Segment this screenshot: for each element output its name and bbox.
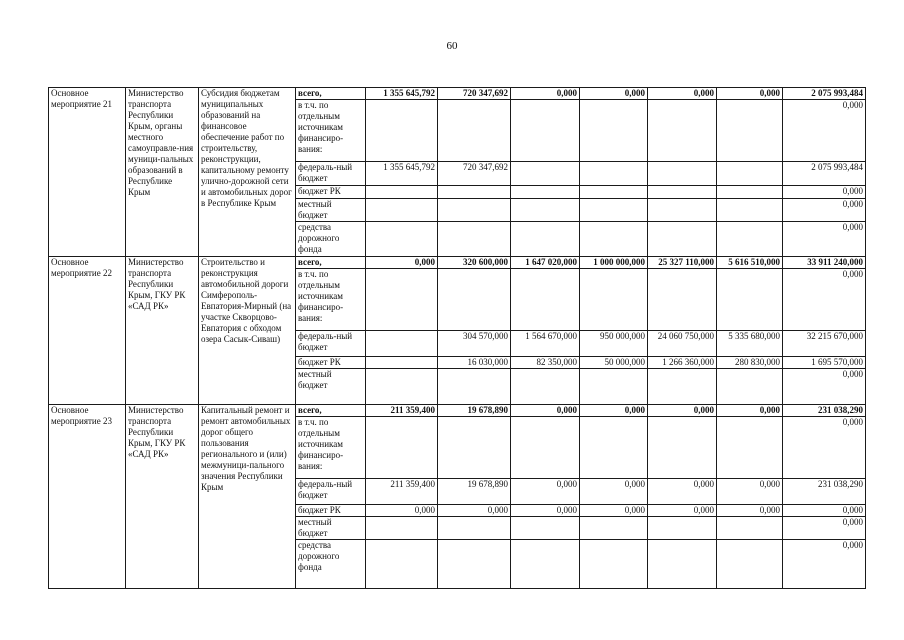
amount-cell (648, 540, 717, 589)
description-cell: Строительство и реконструкция автомобильной дороги Симферополь-Евпатория-Мирный (на участке Скворцово-Евпатория с обходом озера Сасык-Сиваш) (199, 257, 296, 405)
funding-source-cell: местный бюджет (296, 199, 366, 222)
executor-cell: Министерство транспорта Республики Крым, ГКУ РК «САД РК» (126, 257, 199, 405)
funding-source-cell: всего, (296, 88, 366, 100)
amount-cell: 24 060 750,000 (648, 331, 717, 357)
activity-name-cell: Основное мероприятие 23 (49, 405, 126, 589)
amount-cell: 5 616 510,000 (717, 257, 783, 269)
amount-cell: 0,000 (438, 505, 511, 517)
funding-source-cell: местный бюджет (296, 369, 366, 405)
total-amount-cell: 0,000 (783, 222, 866, 257)
amount-cell: 1 266 360,000 (648, 357, 717, 369)
amount-cell (438, 540, 511, 589)
amount-cell (366, 222, 438, 257)
amount-cell (648, 100, 717, 162)
total-amount-cell: 0,000 (783, 540, 866, 589)
amount-cell (438, 186, 511, 199)
amount-cell: 0,000 (511, 88, 580, 100)
amount-cell (648, 222, 717, 257)
amount-cell: 0,000 (648, 505, 717, 517)
amount-cell (438, 417, 511, 479)
budget-table (48, 87, 866, 589)
amount-cell (511, 417, 580, 479)
amount-cell (648, 269, 717, 331)
amount-cell: 19 678,890 (438, 479, 511, 505)
amount-cell (511, 517, 580, 540)
amount-cell: 1 564 670,000 (511, 331, 580, 357)
total-amount-cell: 2 075 993,484 (783, 162, 866, 186)
funding-source-cell: федераль-ный бюджет (296, 162, 366, 186)
funding-source-cell: средства дорожного фонда (296, 222, 366, 257)
funding-source-cell: всего, (296, 257, 366, 269)
amount-cell (511, 540, 580, 589)
amount-cell: 0,000 (717, 505, 783, 517)
amount-cell (717, 517, 783, 540)
amount-cell (648, 517, 717, 540)
funding-source-cell: бюджет РК (296, 505, 366, 517)
amount-cell: 1 000 000,000 (580, 257, 648, 269)
amount-cell: 0,000 (717, 405, 783, 417)
table-row-total (49, 257, 866, 269)
total-amount-cell: 0,000 (783, 417, 866, 479)
total-amount-cell: 0,000 (783, 100, 866, 162)
amount-cell (511, 369, 580, 405)
amount-cell: 0,000 (580, 405, 648, 417)
table-row-total (49, 88, 866, 100)
total-amount-cell: 0,000 (783, 369, 866, 405)
amount-cell (717, 222, 783, 257)
amount-cell (580, 186, 648, 199)
funding-source-cell: в т.ч. по отдельным источникам финансиро-вания: (296, 269, 366, 331)
total-amount-cell: 33 911 240,000 (783, 257, 866, 269)
amount-cell (648, 417, 717, 479)
amount-cell: 211 359,400 (366, 479, 438, 505)
table-body (49, 88, 866, 589)
amount-cell (438, 100, 511, 162)
amount-cell: 0,000 (366, 257, 438, 269)
amount-cell (648, 199, 717, 222)
amount-cell: 0,000 (511, 505, 580, 517)
amount-cell (648, 369, 717, 405)
total-amount-cell: 0,000 (783, 505, 866, 517)
amount-cell (717, 199, 783, 222)
amount-cell (580, 199, 648, 222)
amount-cell: 1 355 645,792 (366, 162, 438, 186)
amount-cell: 50 000,000 (580, 357, 648, 369)
amount-cell: 0,000 (580, 505, 648, 517)
funding-source-cell: всего, (296, 405, 366, 417)
amount-cell (511, 100, 580, 162)
amount-cell (366, 517, 438, 540)
amount-cell: 720 347,692 (438, 88, 511, 100)
amount-cell (717, 369, 783, 405)
funding-source-cell: бюджет РК (296, 186, 366, 199)
amount-cell: 0,000 (511, 405, 580, 417)
total-amount-cell: 231 038,290 (783, 479, 866, 505)
activity-name-cell: Основное мероприятие 22 (49, 257, 126, 405)
amount-cell: 0,000 (717, 479, 783, 505)
amount-cell (438, 269, 511, 331)
amount-cell: 720 347,692 (438, 162, 511, 186)
amount-cell: 25 327 110,000 (648, 257, 717, 269)
total-amount-cell: 0,000 (783, 517, 866, 540)
amount-cell (580, 162, 648, 186)
amount-cell (511, 222, 580, 257)
funding-source-cell: в т.ч. по отдельным источникам финансиро-вания: (296, 100, 366, 162)
amount-cell (580, 417, 648, 479)
amount-cell (580, 517, 648, 540)
amount-cell (511, 199, 580, 222)
amount-cell: 320 600,000 (438, 257, 511, 269)
amount-cell (717, 100, 783, 162)
funding-source-cell: федераль-ный бюджет (296, 331, 366, 357)
amount-cell (366, 199, 438, 222)
amount-cell: 211 359,400 (366, 405, 438, 417)
amount-cell (438, 199, 511, 222)
funding-source-cell: бюджет РК (296, 357, 366, 369)
amount-cell (648, 162, 717, 186)
amount-cell: 0,000 (648, 479, 717, 505)
amount-cell (366, 100, 438, 162)
amount-cell: 950 000,000 (580, 331, 648, 357)
amount-cell (717, 417, 783, 479)
total-amount-cell: 0,000 (783, 199, 866, 222)
amount-cell: 0,000 (511, 479, 580, 505)
amount-cell (366, 540, 438, 589)
amount-cell (717, 269, 783, 331)
total-amount-cell: 1 695 570,000 (783, 357, 866, 369)
amount-cell: 0,000 (580, 479, 648, 505)
amount-cell (580, 100, 648, 162)
page-number: 60 (446, 40, 458, 52)
executor-cell: Министерство транспорта Республики Крым, ГКУ РК «САД РК» (126, 405, 199, 589)
amount-cell (511, 269, 580, 331)
amount-cell: 304 570,000 (438, 331, 511, 357)
amount-cell (438, 222, 511, 257)
description-cell: Капитальный ремонт и ремонт автомобильных дорог общего пользования регионального и (или) межмуници-пального значения Республики Крым (199, 405, 296, 589)
funding-source-cell: средства дорожного фонда (296, 540, 366, 589)
total-amount-cell: 32 215 670,000 (783, 331, 866, 357)
amount-cell (366, 331, 438, 357)
executor-cell: Министерство транспорта Республики Крым, органы местного самоуправле-ния муници-пальных образований в Республике Крым (126, 88, 199, 257)
amount-cell: 0,000 (648, 88, 717, 100)
amount-cell (438, 369, 511, 405)
amount-cell (438, 517, 511, 540)
amount-cell (366, 269, 438, 331)
amount-cell (580, 222, 648, 257)
total-amount-cell: 2 075 993,484 (783, 88, 866, 100)
funding-source-cell: федераль-ный бюджет (296, 479, 366, 505)
total-amount-cell: 0,000 (783, 269, 866, 331)
amount-cell (366, 417, 438, 479)
total-amount-cell: 0,000 (783, 186, 866, 199)
amount-cell: 0,000 (580, 88, 648, 100)
amount-cell (717, 186, 783, 199)
amount-cell (580, 269, 648, 331)
amount-cell (366, 369, 438, 405)
amount-cell (580, 369, 648, 405)
funding-source-cell: в т.ч. по отдельным источникам финансиро-вания: (296, 417, 366, 479)
amount-cell (511, 186, 580, 199)
amount-cell (366, 186, 438, 199)
description-cell: Субсидия бюджетам муниципальных образований на финансовое обеспечение работ по строительству, реконструкции, капитальному ремонту улично-дорожной сети и автомобильных дорог в Республике Крым (199, 88, 296, 257)
amount-cell (717, 162, 783, 186)
amount-cell: 1 355 645,792 (366, 88, 438, 100)
amount-cell (648, 186, 717, 199)
amount-cell: 0,000 (648, 405, 717, 417)
amount-cell (366, 357, 438, 369)
amount-cell (580, 540, 648, 589)
activity-name-cell: Основное мероприятие 21 (49, 88, 126, 257)
amount-cell (717, 540, 783, 589)
amount-cell: 16 030,000 (438, 357, 511, 369)
amount-cell: 280 830,000 (717, 357, 783, 369)
funding-source-cell: местный бюджет (296, 517, 366, 540)
amount-cell: 0,000 (366, 505, 438, 517)
total-amount-cell: 231 038,290 (783, 405, 866, 417)
amount-cell (511, 162, 580, 186)
amount-cell: 19 678,890 (438, 405, 511, 417)
amount-cell: 0,000 (717, 88, 783, 100)
table-row-total (49, 405, 866, 417)
amount-cell: 82 350,000 (511, 357, 580, 369)
amount-cell: 1 647 020,000 (511, 257, 580, 269)
amount-cell: 5 335 680,000 (717, 331, 783, 357)
